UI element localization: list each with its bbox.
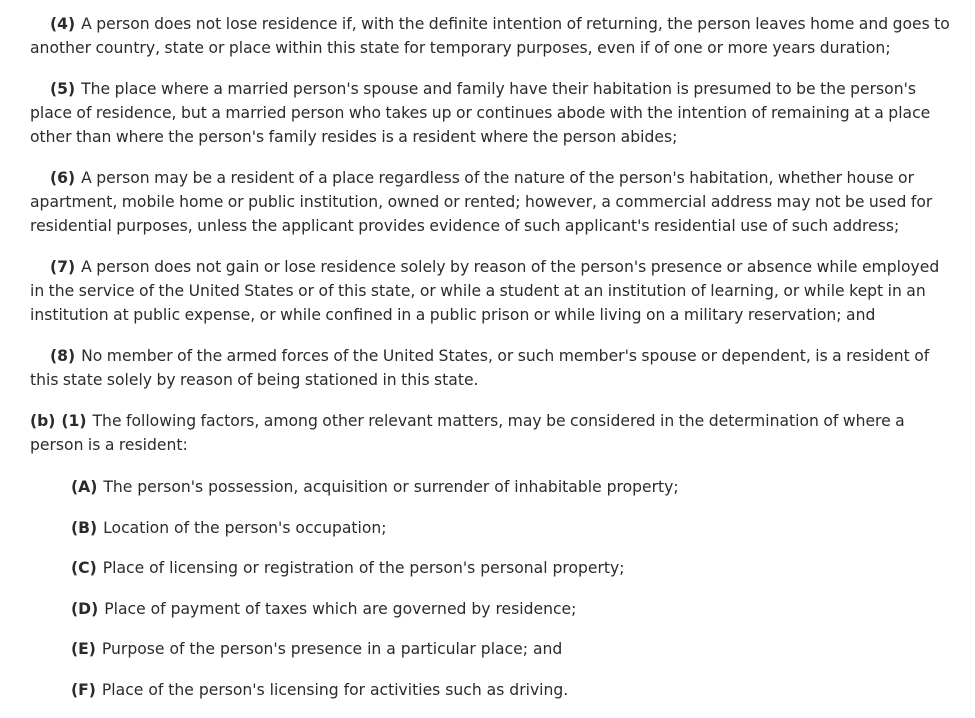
paragraph-text: A person does not lose residence if, with the definite intention of returning, the person leaves home and goes to another country, state or place within this state for temporary purposes, even if of one or more years duration; (30, 15, 950, 57)
factor-list (30, 475, 955, 718)
item-text: The person's possession, acquisition or surrender of inhabitable property; (103, 478, 679, 496)
paragraph-7 (30, 255, 955, 327)
list-item (30, 475, 955, 516)
item-text: Place of the person's licensing for activities such as driving. (101, 680, 569, 699)
list-item (30, 637, 955, 678)
list-item (30, 516, 955, 557)
paragraph-8 (30, 344, 955, 392)
section-b (30, 409, 955, 457)
list-item (30, 678, 955, 718)
item-label: (E) (71, 640, 96, 658)
paragraph-6 (30, 166, 955, 238)
item-text: Location of the person's occupation; (103, 518, 387, 537)
item-label: (C) (71, 559, 97, 577)
paragraph-4 (30, 12, 955, 60)
item-text: Purpose of the person's presence in a particular place; and (101, 640, 563, 658)
list-item (30, 556, 955, 597)
paragraph-label: (6) (50, 169, 76, 187)
item-label: (F) (71, 680, 96, 699)
paragraph-label: (7) (50, 258, 76, 276)
section-label: (b) (30, 412, 56, 430)
item-label: (A) (71, 478, 98, 496)
paragraph-text: A person does not gain or lose residence solely by reason of the person's presence or absence while employed in the service of the United States or of this state, or while a student at an institution of learning, or while kept in an institution at public expense, or while confined in a public prison or while living on a military reservation; and (30, 258, 940, 324)
section-text: The following factors, among other relevant matters, may be considered in the determination of where a person is a resident: (30, 412, 905, 454)
paragraph-label: (8) (50, 347, 76, 365)
item-label: (D) (71, 599, 99, 618)
list-item (30, 597, 955, 638)
item-text: Place of payment of taxes which are governed by residence; (104, 599, 577, 618)
paragraph-label: (4) (50, 15, 76, 33)
paragraph-text: No member of the armed forces of the United States, or such member's spouse or dependent, is a resident of this state solely by reason of being stationed in this state. (30, 347, 930, 389)
paragraph-text: The place where a married person's spouse and family have their habitation is presumed to be the person's place of residence, but a married person who takes up or continues abode with the intention of remaining at a place other than where the person's family resides is a resident where the person abides; (30, 80, 931, 146)
item-text: Place of licensing or registration of the person's personal property; (102, 559, 625, 577)
subsection-label: (1) (61, 412, 87, 430)
statute-document (30, 12, 955, 718)
paragraph-text: A person may be a resident of a place regardless of the nature of the person's habitation, whether house or apartment, mobile home or public institution, owned or rented; however, a commercial address may not be used for residential purposes, unless the applicant provides evidence of such applicant's residential use of such address; (30, 169, 933, 235)
paragraph-label: (5) (50, 80, 76, 98)
item-label: (B) (71, 518, 98, 537)
paragraph-5 (30, 77, 955, 149)
